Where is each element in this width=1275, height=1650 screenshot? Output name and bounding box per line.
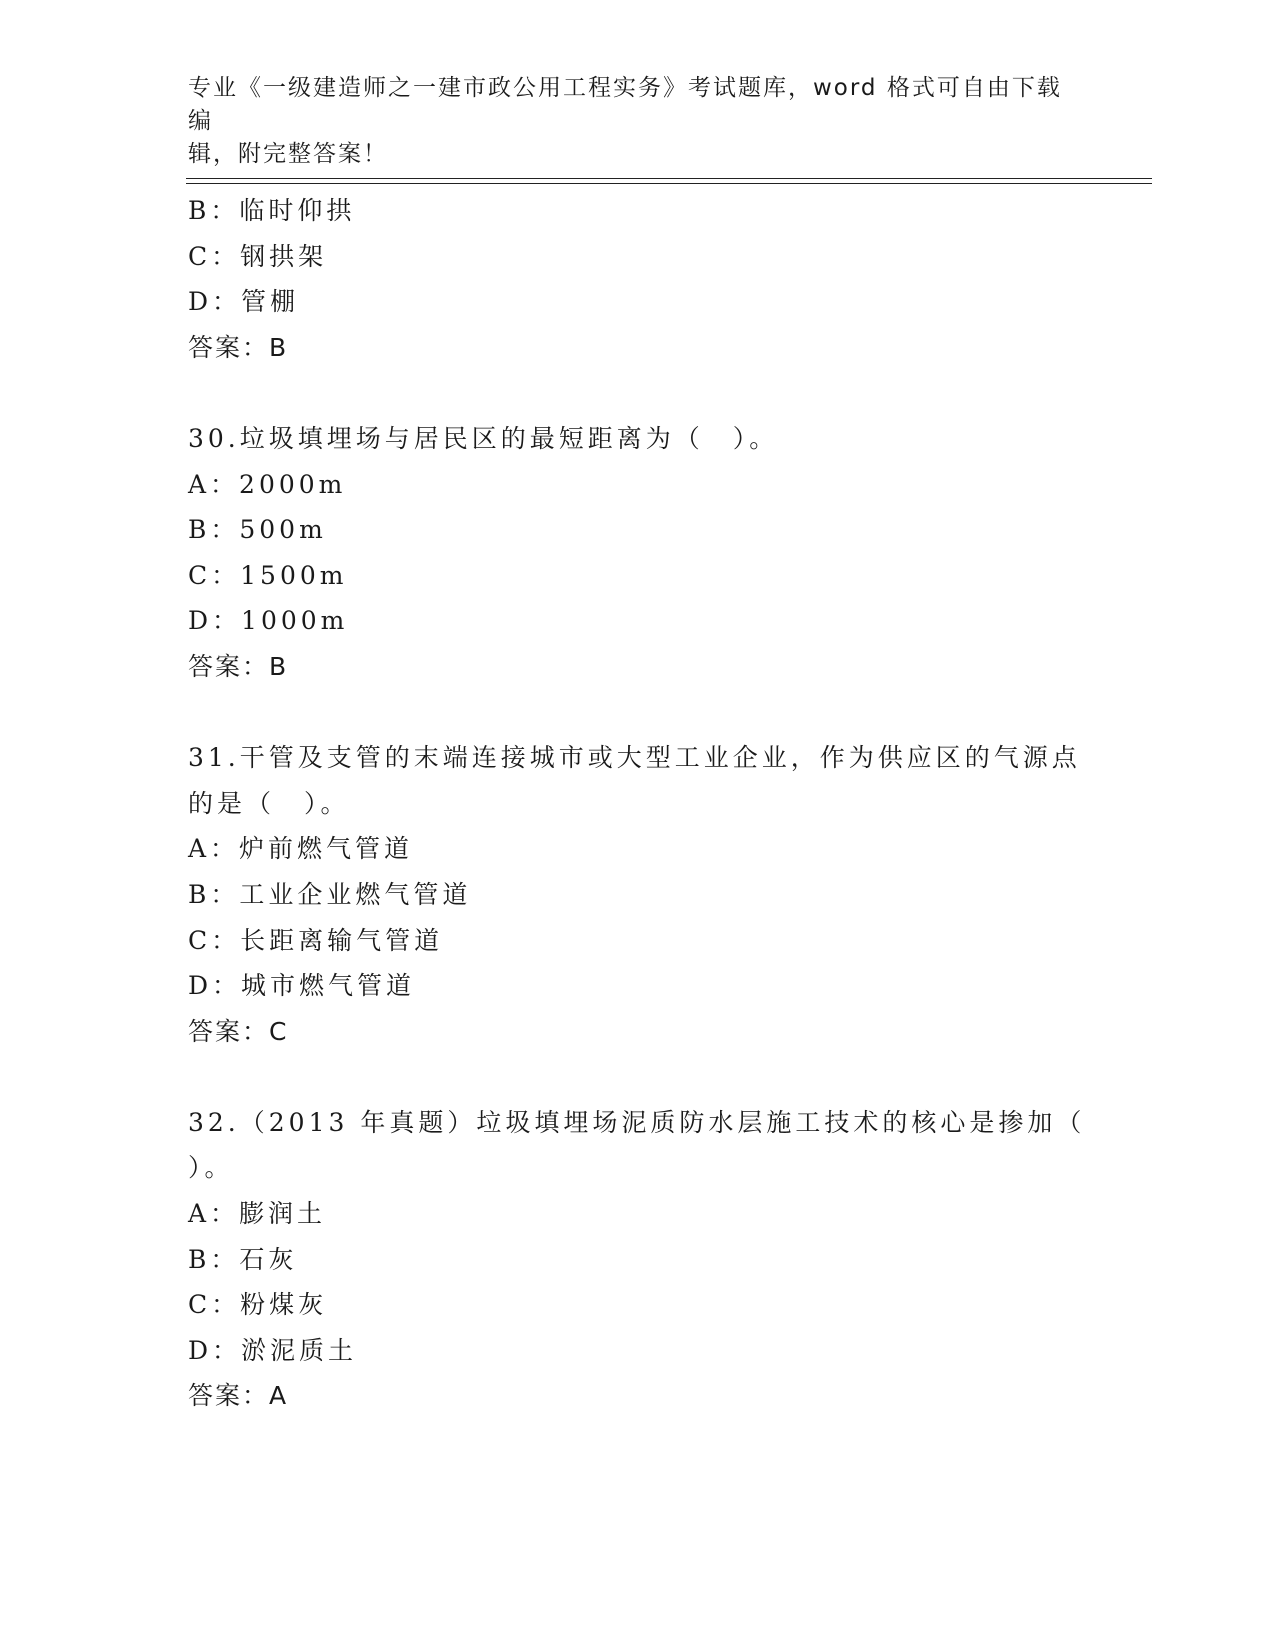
page-header: [188, 72, 1068, 171]
header-rule-bottom: [186, 183, 1152, 184]
header-rule-top: [186, 178, 1152, 179]
question-stem-continued: ）。: [188, 1153, 234, 1183]
option-c: C：钢拱架: [188, 241, 328, 271]
answer-line: 答案：A: [188, 1381, 289, 1411]
question-stem-continued: 的是（ ）。: [188, 788, 350, 818]
answer-line: 答案：B: [188, 332, 289, 362]
answer-line: 答案：B: [188, 651, 289, 681]
option-d: D：管棚: [188, 287, 300, 317]
option-c: C：长距离输气管道: [188, 925, 444, 955]
option-d: D：1000m: [188, 606, 349, 636]
header-line-2: 辑，附完整答案！: [188, 141, 388, 167]
option-a: A：2000m: [188, 469, 347, 499]
option-b: B：500m: [188, 515, 327, 545]
spacer: [188, 1054, 1088, 1100]
answer-line: 答案：C: [188, 1016, 289, 1046]
option-b: B：临时仰拱: [188, 196, 356, 225]
continued-question: [188, 188, 1088, 370]
option-c: C：1500m: [188, 560, 348, 590]
question-31: [188, 735, 1088, 1054]
option-d: D：淤泥质土: [188, 1335, 358, 1365]
option-a: A：膨润土: [188, 1199, 327, 1229]
spacer: [188, 690, 1088, 736]
question-30: [188, 416, 1088, 690]
option-a: A：炉前燃气管道: [188, 834, 414, 864]
question-stem: 32.（2013 年真题）垃圾填埋场泥质防水层施工技术的核心是掺加（: [188, 1107, 1086, 1137]
question-stem: 31.干管及支管的末端连接城市或大型工业企业，作为供应区的气源点: [188, 743, 1081, 773]
option-d: D：城市燃气管道: [188, 971, 416, 1001]
option-b: B：石灰: [188, 1244, 298, 1274]
question-32: [188, 1100, 1088, 1419]
header-line-1: 专业《一级建造师之一建市政公用工程实务》考试题库，word 格式可自由下载编: [188, 75, 1062, 134]
spacer: [188, 370, 1088, 416]
question-list: [188, 188, 1088, 1419]
option-c: C：粉煤灰: [188, 1290, 328, 1320]
option-b: B：工业企业燃气管道: [188, 879, 472, 909]
question-stem: 30.垃圾填埋场与居民区的最短距离为（ ）。: [188, 423, 779, 453]
